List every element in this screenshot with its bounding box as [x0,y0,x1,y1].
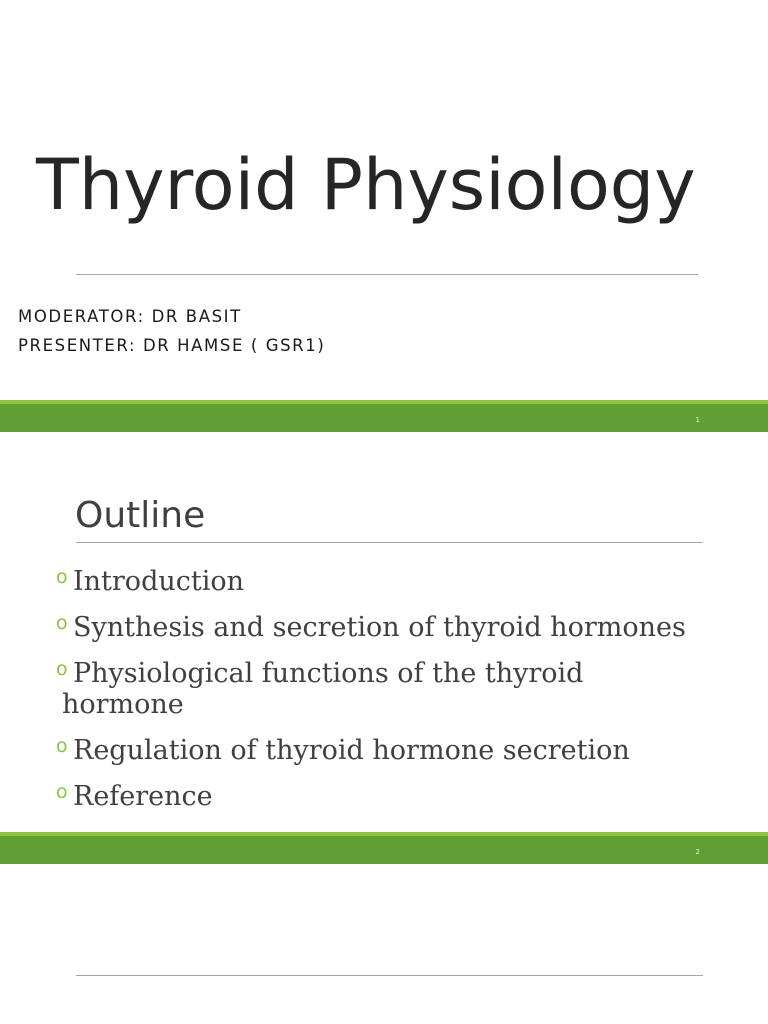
slide-title: Thyroid Physiology [36,144,696,226]
outline-divider [76,542,703,543]
list-item-text: Physiological functions of the thyroid [73,658,584,689]
credits-block [18,302,325,360]
outline-list [56,562,756,823]
list-item-continuation: hormone [62,689,184,720]
list-item [56,608,756,643]
bullet-icon: o [56,658,68,680]
list-item [56,731,756,766]
moderator-line: MODERATOR: DR BASIT [18,307,242,326]
next-slide-divider [76,975,703,976]
list-item [56,777,756,812]
bullet-icon: o [56,781,68,803]
list-item-text: Synthesis and secretion of thyroid hormones [73,612,686,643]
bullet-icon: o [56,612,68,634]
bullet-icon: o [56,566,68,588]
slide-footer-band [0,400,768,432]
bullet-icon: o [56,735,68,757]
slide-number: 1 [695,416,700,424]
title-divider [76,274,698,275]
list-item-text: Regulation of thyroid hormone secretion [73,735,630,766]
presenter-line: PRESENTER: DR HAMSE ( GSR1) [18,336,326,355]
list-item [56,562,756,597]
list-item-text: Introduction [73,566,244,597]
list-item [56,654,756,720]
outline-title: Outline [75,495,206,536]
slide-number: 2 [695,848,700,856]
slide-footer-band [0,832,768,864]
list-item-text: Reference [73,781,213,812]
